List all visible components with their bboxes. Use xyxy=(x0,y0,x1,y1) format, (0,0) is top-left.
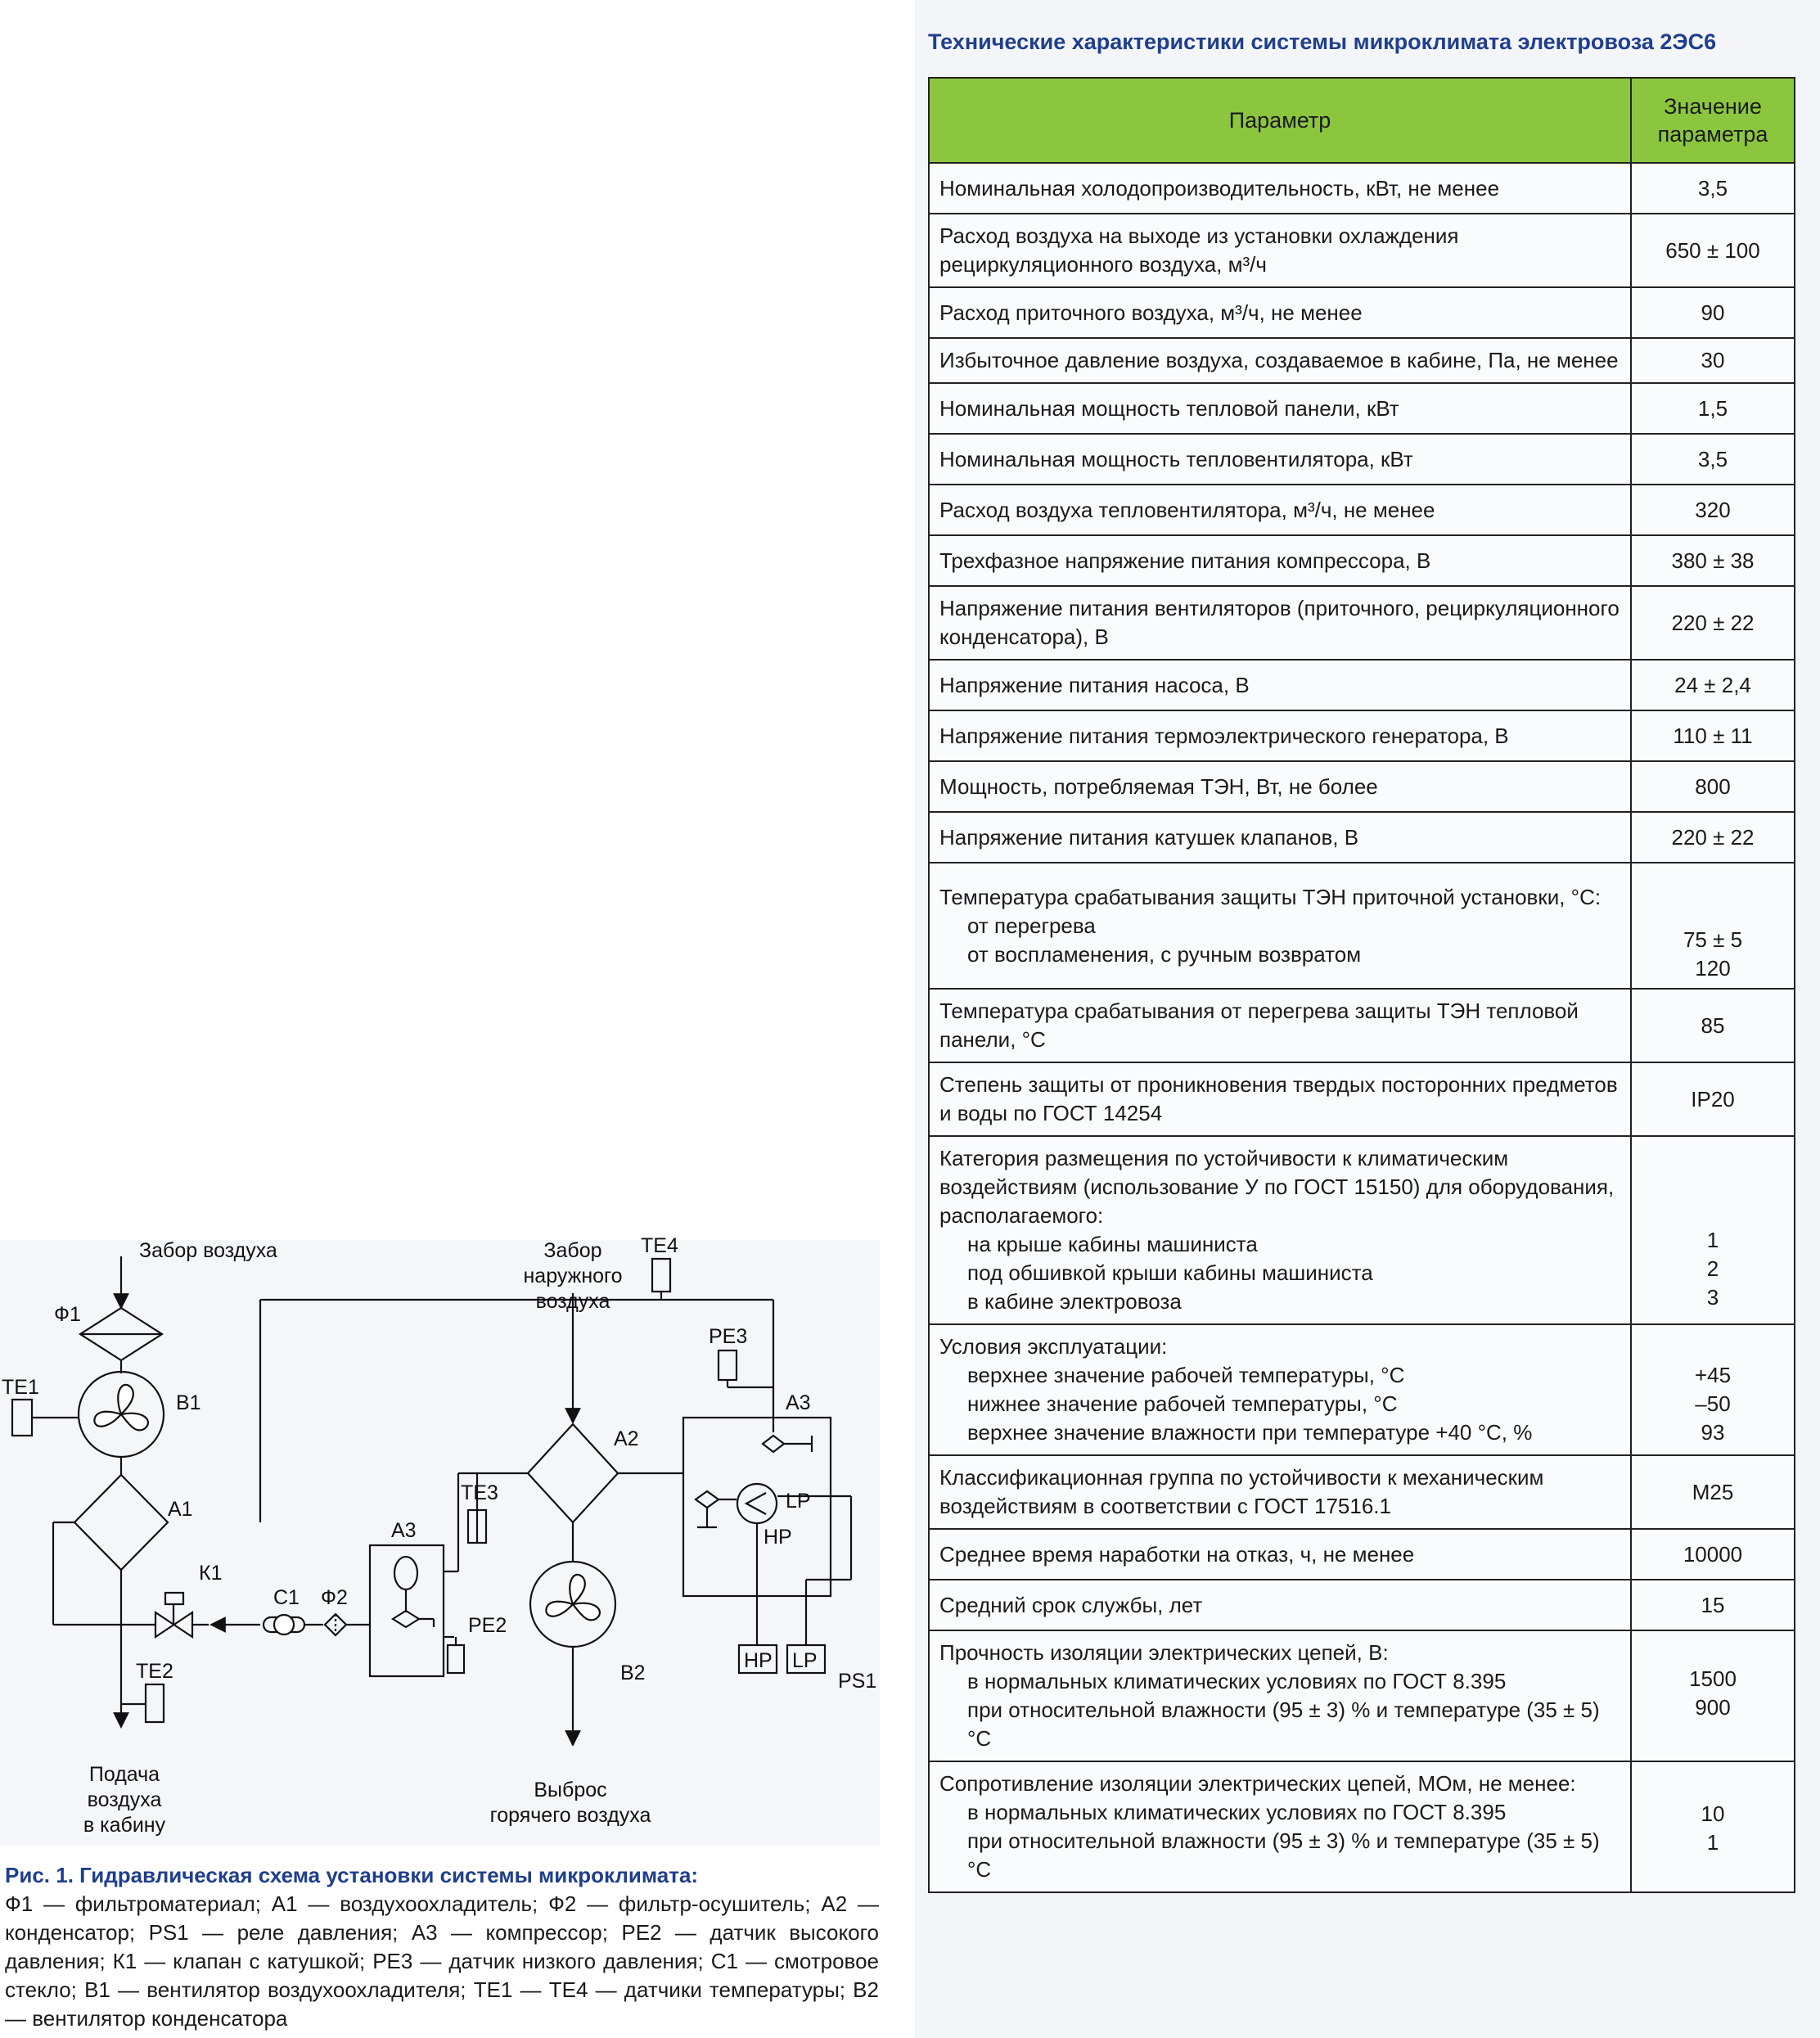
label-a3-right: А3 xyxy=(786,1391,811,1414)
table-row xyxy=(929,660,1795,710)
sub-param: в кабине электровоза xyxy=(967,1289,1182,1314)
label-lp-box: LP xyxy=(792,1649,818,1672)
value-cell: 800 xyxy=(1631,761,1795,812)
te2-sensor xyxy=(146,1684,164,1722)
table-row-category xyxy=(929,1136,1795,1324)
param-cell: Расход воздуха на выходе из установки охлаждения рециркуляционного воздуха, м³/ч xyxy=(929,214,1631,287)
value-cell: 1,5 xyxy=(1631,383,1795,434)
sub-param: нижнее значение рабочей температуры, °С xyxy=(967,1391,1398,1416)
a3-left-receiver xyxy=(394,1557,417,1589)
value-cell: +45 xyxy=(1694,1362,1732,1387)
table-row xyxy=(929,434,1795,485)
label-b2: В2 xyxy=(620,1662,646,1684)
label-c1: С1 xyxy=(273,1586,300,1609)
value-cell: 10000 xyxy=(1631,1529,1795,1580)
value-cell: 380 ± 38 xyxy=(1631,535,1795,586)
value-cell: 220 ± 22 xyxy=(1631,812,1795,863)
figure-caption xyxy=(5,1861,879,2033)
param-cell: Средний срок службы, лет xyxy=(929,1580,1631,1630)
label-outside-intake-2: наружного xyxy=(523,1265,623,1287)
label-supply-2: воздуха xyxy=(87,1788,162,1811)
param-cell: Номинальная холодопроизводительность, кВт, не менее xyxy=(929,163,1631,214)
k1-coil xyxy=(165,1593,183,1604)
value-cell: 85 xyxy=(1631,989,1795,1062)
value-cell: 1500 xyxy=(1689,1666,1737,1691)
param-cell: Степень защиты от проникновения твердых посторонних предметов и воды по ГОСТ 14254 xyxy=(929,1062,1631,1136)
label-a3-left: А3 xyxy=(391,1519,417,1542)
te1-sensor xyxy=(12,1400,32,1436)
label-supply-1: Подача xyxy=(88,1763,160,1786)
label-k1: К1 xyxy=(199,1562,223,1585)
hydraulic-diagram xyxy=(0,1236,884,1858)
sub-param: верхнее значение влажности при температуре +40 °С, % xyxy=(967,1420,1533,1445)
table-row-resistance xyxy=(929,1761,1795,1892)
label-te2: ТЕ2 xyxy=(136,1660,173,1683)
label-hp-box: HP xyxy=(744,1649,773,1672)
param-cell: Напряжение питания вентиляторов (приточного, рециркуляционного конденсатора), В xyxy=(929,586,1631,660)
param-cell: Прочность изоляции электрических цепей, В: xyxy=(939,1640,1389,1665)
table-row xyxy=(929,287,1795,338)
label-lp: LP xyxy=(786,1490,811,1513)
table-row-strength xyxy=(929,1630,1795,1761)
a3-right-bypass-valve xyxy=(696,1491,719,1508)
param-cell: Номинальная мощность тепловентилятора, кВт xyxy=(929,434,1631,485)
param-cell: Напряжение питания насоса, В xyxy=(929,660,1631,710)
value-cell: 320 xyxy=(1631,485,1795,535)
value-cell: IP20 xyxy=(1631,1062,1795,1136)
sub-param: от воспламенения, с ручным возвратом xyxy=(967,941,1362,967)
caption-title: Рис. 1. Гидравлическая схема установки системы микроклимата: xyxy=(5,1863,699,1887)
label-a1: А1 xyxy=(168,1498,193,1521)
value-cell: 2 xyxy=(1706,1256,1719,1281)
table-row xyxy=(929,1062,1795,1136)
param-cell: Номинальная мощность тепловой панели, кВт xyxy=(929,383,1631,434)
param-cell: Температура срабатывания от перегрева защиты ТЭН тепловой панели, °С xyxy=(929,989,1631,1062)
a1-air-cooler xyxy=(74,1475,168,1570)
param-cell: Избыточное давление воздуха, создаваемое в кабине, Па, не менее xyxy=(929,338,1631,383)
a3-left-valve xyxy=(393,1611,419,1627)
table-row xyxy=(929,1529,1795,1580)
value-cell: 650 ± 100 xyxy=(1631,214,1795,287)
value-cell: 15 xyxy=(1631,1580,1795,1630)
a2-condenser xyxy=(528,1424,618,1522)
label-ps1: PS1 xyxy=(838,1670,877,1693)
label-f2: Ф2 xyxy=(321,1586,348,1609)
value-cell: 110 ± 11 xyxy=(1631,710,1795,761)
label-a2: А2 xyxy=(614,1427,639,1450)
sub-param: на крыше кабины машиниста xyxy=(967,1232,1258,1256)
label-f1: Ф1 xyxy=(54,1303,81,1326)
value-cell: М25 xyxy=(1631,1455,1795,1529)
table-row xyxy=(929,383,1795,434)
param-cell: Условия эксплуатации: xyxy=(939,1334,1168,1359)
table-row xyxy=(929,1580,1795,1630)
value-cell: 1 xyxy=(1706,1227,1719,1252)
param-cell: Напряжение питания катушек клапанов, В xyxy=(929,812,1631,863)
a3-compressor xyxy=(737,1484,777,1523)
sub-param: в нормальных климатических условиях по ГОСТ 8.395 xyxy=(967,1669,1507,1693)
table-row xyxy=(929,586,1795,660)
pe2-sensor xyxy=(448,1645,464,1673)
label-pe3: РЕ3 xyxy=(709,1325,748,1348)
table-row xyxy=(929,163,1795,214)
value-cell: 30 xyxy=(1631,338,1795,383)
value-cell: 93 xyxy=(1701,1419,1725,1445)
label-air-intake: Забор воздуха xyxy=(139,1239,277,1262)
value-cell: 120 xyxy=(1695,956,1731,981)
te4-sensor xyxy=(652,1259,670,1292)
table-row xyxy=(929,812,1795,863)
value-cell: 220 ± 22 xyxy=(1631,586,1795,660)
value-cell: 900 xyxy=(1695,1695,1731,1720)
value-cell: 10 xyxy=(1701,1801,1725,1826)
sub-param: при относительной влажности (95 ± 3) % и температуре (35 ± 5) °С xyxy=(967,1828,1600,1882)
label-pe2: РЕ2 xyxy=(468,1614,507,1637)
sub-param: под обшивкой крыши кабины машиниста xyxy=(967,1260,1373,1285)
table-row xyxy=(929,710,1795,761)
param-cell: Температура срабатывания защиты ТЭН приточной установки, °С: xyxy=(939,884,1602,909)
param-cell: Напряжение питания термоэлектрического генератора, В xyxy=(929,710,1631,761)
table-row xyxy=(929,338,1795,383)
param-cell: Классификационная группа по устойчивости к механическим воздействиям в соответствии с ГОСТ 17516.1 xyxy=(929,1455,1631,1529)
spec-table xyxy=(928,77,1795,1893)
param-cell: Мощность, потребляемая ТЭН, Вт, не более xyxy=(929,761,1631,812)
value-cell: 90 xyxy=(1631,287,1795,338)
label-te3: ТЕ3 xyxy=(461,1481,498,1504)
table-row-ten-temp xyxy=(929,863,1795,989)
sub-param: при относительной влажности (95 ± 3) % и температуре (35 ± 5) °С xyxy=(967,1698,1600,1751)
param-cell: Расход воздуха тепловентилятора, м³/ч, не менее xyxy=(929,485,1631,535)
label-exhaust-1: Выброс xyxy=(534,1779,607,1801)
table-header-row xyxy=(929,78,1795,163)
param-cell: Среднее время наработки на отказ, ч, не менее xyxy=(929,1529,1631,1580)
table-row xyxy=(929,761,1795,812)
label-te4: ТЕ4 xyxy=(641,1236,678,1257)
param-cell: Расход приточного воздуха, м³/ч, не менее xyxy=(929,287,1631,338)
param-cell: Трехфазное напряжение питания компрессора, В xyxy=(929,535,1631,586)
header-value: Значение параметра xyxy=(1631,78,1795,163)
sub-param: от перегрева xyxy=(967,913,1096,938)
value-cell: 3,5 xyxy=(1631,163,1795,214)
label-outside-intake-3: воздуха xyxy=(535,1290,610,1313)
table-row xyxy=(929,535,1795,586)
value-cell: 3,5 xyxy=(1631,434,1795,485)
table-row-conditions xyxy=(929,1324,1795,1455)
table-title: Технические характеристики системы микроклимата электровоза 2ЭС6 xyxy=(928,29,1717,54)
label-supply-3: в кабину xyxy=(83,1814,166,1837)
label-te1: ТЕ1 xyxy=(2,1376,39,1399)
sub-param: верхнее значение рабочей температуры, °С xyxy=(967,1363,1405,1387)
label-hp: HP xyxy=(764,1526,792,1549)
param-cell: Сопротивление изоляции электрических цепей, МОм, не менее: xyxy=(939,1771,1576,1796)
table-row xyxy=(929,989,1795,1062)
label-exhaust-2: горячего воздуха xyxy=(489,1804,651,1827)
pe3-sensor xyxy=(719,1350,737,1380)
table-row xyxy=(929,1455,1795,1529)
value-cell: 1 xyxy=(1706,1830,1719,1855)
header-param: Параметр xyxy=(929,78,1631,163)
value-cell: 24 ± 2,4 xyxy=(1631,660,1795,710)
table-row xyxy=(929,214,1795,287)
label-b1: В1 xyxy=(176,1391,201,1414)
label-outside-intake-1: Забор xyxy=(543,1239,602,1262)
value-cell: –50 xyxy=(1695,1391,1731,1416)
param-cell: Категория размещения по устойчивости к климатическим воздействиям (использование У по ГОСТ 15150) для оборудования, располагаемого: xyxy=(939,1146,1615,1228)
a3-right-valve xyxy=(763,1436,784,1452)
sub-param: в нормальных климатических условиях по ГОСТ 8.395 xyxy=(967,1800,1507,1824)
value-cell: 3 xyxy=(1706,1284,1719,1310)
table-row xyxy=(929,485,1795,535)
caption-body: Ф1 — фильтроматериал; А1 — воздухоохладитель; Ф2 — фильтр-осушитель; А2 — конденсатор; PS1 — реле давления; А3 — компрессор; РЕ2 — датчик высокого давления; К1 — клапан с катушкой; РЕ3 — датчик низкого давления; С1 — смотровое стекло; В1 — вентилятор воздухоохладителя; ТЕ1 — ТЕ4 — датчики температуры; В2 — вентилятор конденсатора xyxy=(5,1891,879,2031)
value-cell: 75 ± 5 xyxy=(1683,927,1743,952)
